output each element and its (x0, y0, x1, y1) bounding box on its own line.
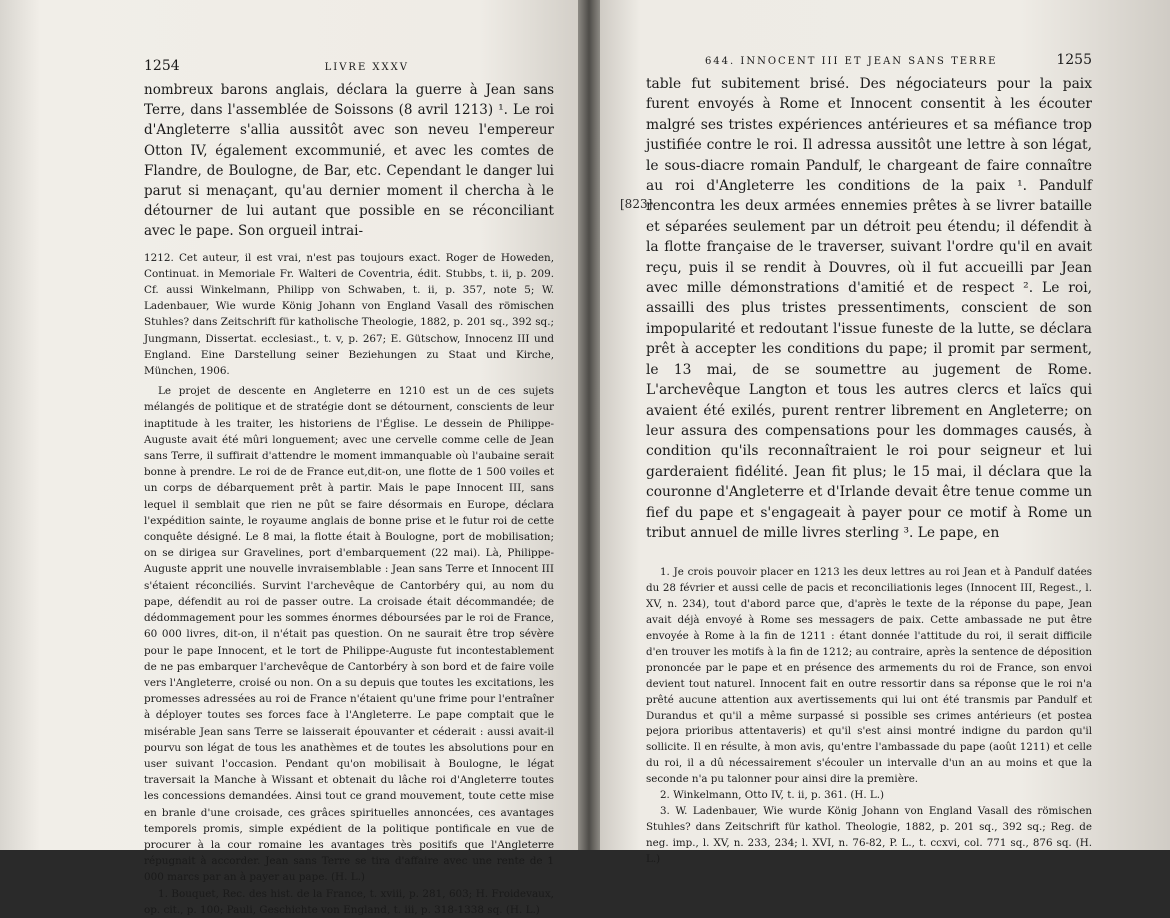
right-page-number: 1255 (1056, 52, 1092, 68)
left-footnote-1: 1. Bouquet, Rec. des hist. de la France, t. xviii, p. 281, 603; H. Froidevaux, op. cit., p. 100; Pauli, Geschichte von England, t. iii, p. 318-1338 sq. (H. L.) (144, 887, 554, 916)
margin-reference-number: [823] (620, 197, 653, 211)
left-running-head (144, 58, 554, 74)
right-running-head (646, 52, 1092, 68)
left-note-paragraph: Le projet de descente en Angleterre en 1210 est un de ces sujets mélangés de politique et de stratégie dont se détournent, conscients de leur inaptitude à les traiter, les historiens de l'Église. Le dessein de Philippe-Auguste avait été mûri longuement; avec une cervelle comme celle de Jean sans Terre, il suffirait d'attendre le moment immanquable où l'aubaine serait bonne à prendre. Le roi de de France eut,dit-on, une flotte de 1 500 voiles et un corps de débarquement prêt à partir. Mais le pape Innocent III, sans lequel il semblait que rien ne pût se faire désormais en Europe, déclara l'expédition sainte, le royaume anglais de bonne prise et le futur roi de cette conquête désigné. Le 8 mai, la flotte était à Boulogne, port de mobilisation; on se dirigea sur Gravelines, port d'embarquement (22 mai). Là, Philippe-Auguste apprit une nouvelle invraisemblable : Jean sans Terre et Innocent III s'étaient réconciliés. Survint l'archevêque de Cantorbéry qui, au nom du pape, défendit au roi de passer outre. La croisade était décommandée; de dédommagement pour les sommes énormes déboursées par le roi de France, 60 000 livres, dit-on, il n'était pas question. On ne saurait être trop sévère pour le pape Innocent, et le tort de Philippe-Auguste fut incontestablement de ne pas embarquer l'archevêque de Cantorbéry à son bord et de faire voile vers l'Angleterre, croisé ou non. On a su depuis que toutes les excitations, les promesses adressées au roi de France n'étaient qu'une frime pour l'entraîner à déployer toutes ses forces face à l'Angleterre. Le pape comptait que le misérable Jean sans Terre se laisserait épouvanter et céderait : aussi avait-il pourvu son légat de tous les anathèmes et de toutes les absolutions pour en user suivant l'occasion. Pendant qu'on mobilisait à Boulogne, le légat traversait la Manche à Wissant et obtenait du lâche roi d'Angleterre toutes les concessions demandées. Ainsi tout ce grand mouvement, toute cette mise en branle d'une croisade, ces grâces spirituelles annoncées, ces avantages temporels promis, simple expédient de la politique pontificale en vue de procurer à la cour romaine les avantages très positifs que l'Angleterre répugnait à accorder. Jean sans Terre se tira d'affaire avec une rente de 1 000 marcs par an à payer au pape. (H. L.) (144, 385, 554, 884)
right-running-title: 644. INNOCENT III ET JEAN SANS TERRE (704, 56, 998, 67)
book-gutter (578, 0, 600, 850)
left-body-text: nombreux barons anglais, déclara la guerre à Jean sans Terre, dans l'assemblée de Soissons (8 avril 1213) ¹. Le roi d'Angleterre s'allia aussitôt avec son neveu l'empereur Otton IV, également excommunié, et avec les comtes de Flandre, de Boulogne, de Bar, etc. Cependant le danger lui parut si menaçant, qu'au dernier moment il chercha à le détourner de lui autant que possible en se réconciliant avec le pape. Son orgueil intrai- (144, 82, 554, 240)
right-body-text: table fut subitement brisé. Des négociateurs pour la paix furent envoyés à Rome et Innocent consentit à les écouter malgré ses tristes expériences antérieures et sa méfiance trop justifiée contre le roi. Il adressa aussitôt une lettre à son légat, le sous-diacre romain Pandulf, le chargeant de faire connaître au roi d'Angleterre les conditions de la paix ¹. Pandulf rencontra les deux armées ennemies prêtes à se livrer bataille et séparées seulement par un détroit peu étendu; il défendit à la flotte française de le traverser, suivant l'ordre qu'il en avait reçu, puis il se rendit à Douvres, où il fut accueilli par Jean avec mille démonstrations d'amitié et de respect ². Le roi, assailli des plus tristes pressentiments, conscient de son impopularité et redoutant l'issue funeste de la lutte, se déclara prêt à accepter les conditions du pape; il promit par serment, le 13 mai, de se soumettre au jugement de Rome. L'archevêque Langton et tous les autres clercs et laïcs qui avaient été exilés, purent rentrer librement en Angleterre; on leur assura des compensations pour les dommages causés, à condition qu'ils reconnaîtraient le roi pour seigneur et lui garderaient fidélité. Jean fit plus; le 15 mai, il déclara que la couronne d'Angleterre et d'Irlande devait être tenue comme un fief du pape et s'engageait à payer pour ce motif à Rome un tribut annuel de mille livres sterling ³. Le pape, en (646, 76, 1092, 541)
right-footnote-2: 2. Winkelmann, Otto IV, t. ii, p. 361. (H. L.) (660, 789, 885, 802)
left-page (0, 0, 578, 916)
right-footnote-1: 1. Je crois pouvoir placer en 1213 les deux lettres au roi Jean et à Pandulf datées du 28 février et aussi celle de pacis et reconciliationis leges (Innocent III, Regest., l. XV, n. 234), tout d'abord parce que, d'après le texte de la réponse du pape, Jean avait déjà envoyé à Rome ses messagers de paix. Cette ambassade ne put être envoyée à Rome à la fin de 1211 : étant donnée l'attitude du roi, il serait difficile d'en trouver les motifs à la fin de 1212; au contraire, après la sentence de déposition prononcée par le pape et en présence des armements du roi de France, son envoi devient tout naturel. Innocent fait en outre ressortir dans sa réponse que le roi n'a prêté aucune attention aux avertissements qui lui ont été transmis par Pandulf et Durandus et qu'il a même surpassé si possible ses crimes antérieurs (et postea pejora prioribus attentaveris) et qu'il s'est ainsi montré indigne du pardon qu'il sollicite. Il en résulte, à mon avis, qu'entre l'ambassade du pape (août 1211) et celle du roi, il a dû nécessairement s'écouler un intervalle d'un an au moins et que la seconde n'a pu talonner pour ainsi dire la première. (646, 566, 1092, 786)
left-note-continuation: 1212. Cet auteur, il est vrai, n'est pas toujours exact. Roger de Howeden, Continuat. in Memoriale Fr. Walteri de Coventria, édit. Stubbs, t. ii, p. 209. Cf. aussi Winkelmann, Philipp von Schwaben, t. ii, p. 357, note 5; W. Ladenbauer, Wie wurde König Johann von England Vasall des römischen Stuhles? dans Zeitschrift für katholische Theologie, 1882, p. 201 sq., 392 sq.; Jungmann, Dissertat. ecclesiast., t. v, p. 267; E. Gütschow, Innocenz III und England. Eine Darstellung seiner Beziehungen zu Staat und Kirche, München, 1906. (144, 251, 554, 378)
left-running-title: LIVRE XXXV (324, 62, 410, 73)
right-footnote-3: 3. W. Ladenbauer, Wie wurde König Johann von England Vasall des römischen Stuhles? dans Zeitschrift für kathol. Theologie, 1882, p. 201 sq., 392 sq.; Reg. de neg. imp., l. XV, n. 233, 234; l. XVI, n. 76-82, P. L., t. ccxvi, col. 771 sq., 876 sq. (H. L.) (646, 804, 1092, 865)
left-page-number: 1254 (144, 58, 180, 74)
right-page (600, 0, 1170, 865)
right-footnotes (646, 565, 1092, 867)
